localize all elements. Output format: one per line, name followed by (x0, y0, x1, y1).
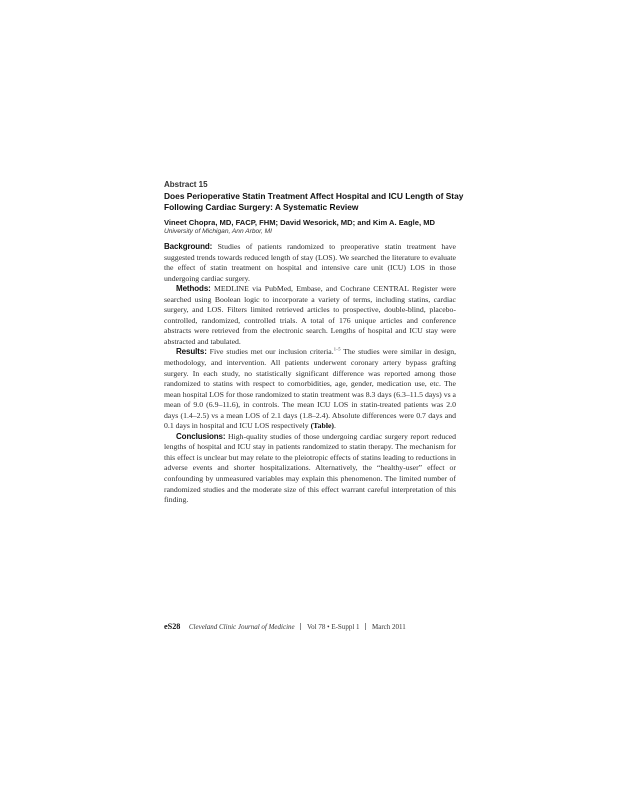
abstract-title: Does Perioperative Statin Treatment Affect Hospital and ICU Length of Stay Following Cardiac Surgery: A Systematic Review (164, 191, 464, 212)
page-number: eS28 (164, 622, 181, 631)
results-section (164, 347, 456, 431)
conclusions-heading: Conclusions: (176, 431, 226, 441)
abstract-number: Abstract 15 (164, 180, 208, 189)
table-reference: (Table) (310, 421, 334, 431)
abstract-body (164, 242, 456, 506)
footer-divider (300, 623, 301, 630)
journal-name: Cleveland Clinic Journal of Medicine (188, 623, 295, 631)
results-text-body: The studies were similar in design, methodology, and intervention. All patients underwent coronary artery bypass grafting surgery. In each study, no statistically significant difference was reported among those randomized to statins with respect to comorbidities, age, gender, medication use, etc. The mean hospital LOS for those randomized to statin treatment was 8.3 days (6.3–11.5 days) vs a mean of 9.0 (6.9–11.6), in controls. The mean ICU LOS in statin-treated patients was 2.0 days (1.4–2.5) vs a mean LOS of 2.1 days (1.8–2.4). Absolute differences were 0.7 days and 0.1 days in hospital and ICU LOS respectively (164, 347, 457, 431)
author-affiliation: University of Michigan, Ann Arbor, MI (164, 228, 272, 235)
results-text-end: . (334, 421, 336, 431)
background-section (164, 242, 456, 284)
results-text-intro: Five studies met our inclusion criteria. (209, 347, 334, 357)
background-text: Studies of patients randomized to preoperative statin treatment have suggested trends towards reduced length of stay (LOS). We searched the literature to evaluate the effect of statin treatment on hospital and intensive care unit (ICU) LOS in those undergoing cardiac surgery. (164, 242, 457, 283)
author-list: Vineet Chopra, MD, FACP, FHM; David Wesorick, MD; and Kim A. Eagle, MD (164, 218, 436, 227)
page-footer (164, 622, 464, 631)
conclusions-section (164, 432, 456, 506)
publication-date: March 2011 (372, 623, 406, 631)
methods-heading: Methods: (176, 284, 211, 294)
background-heading: Background: (164, 242, 213, 251)
methods-section (164, 284, 456, 347)
methods-text: MEDLINE via PubMed, Embase, and Cochrane CENTRAL Register were searched using Boolean logic to incorporate a variety of terms, including statins, cardiac surgery, and LOS. Filters limited retrieved articles to prospective, double-blind, placebo-controlled, randomized, controlled trials. A total of 176 unique articles and conference abstracts were retrieved from the electronic search. Lengths of hospital and ICU stay were abstracted and tabulated. (164, 284, 457, 346)
results-heading: Results: (176, 347, 207, 357)
footer-divider (365, 623, 366, 630)
results-citation: 1–5 (333, 346, 341, 352)
journal-volume: Vol 78 • E-Suppl 1 (307, 623, 360, 631)
conclusions-text: High-quality studies of those undergoing cardiac surgery report reduced lengths of hospital and ICU stay in patients randomized to statin therapy. The mechanism for this effect is unclear but may relate to the pleiotropic effects of statins leading to reductions in adverse events and shorter hospitalizations. Alternatively, the “healthy-user” effect or confounding by unmeasured variables may explain this phenomenon. The limited number of randomized studies and the moderate size of this effect warrant careful interpretation of this finding. (164, 431, 456, 505)
